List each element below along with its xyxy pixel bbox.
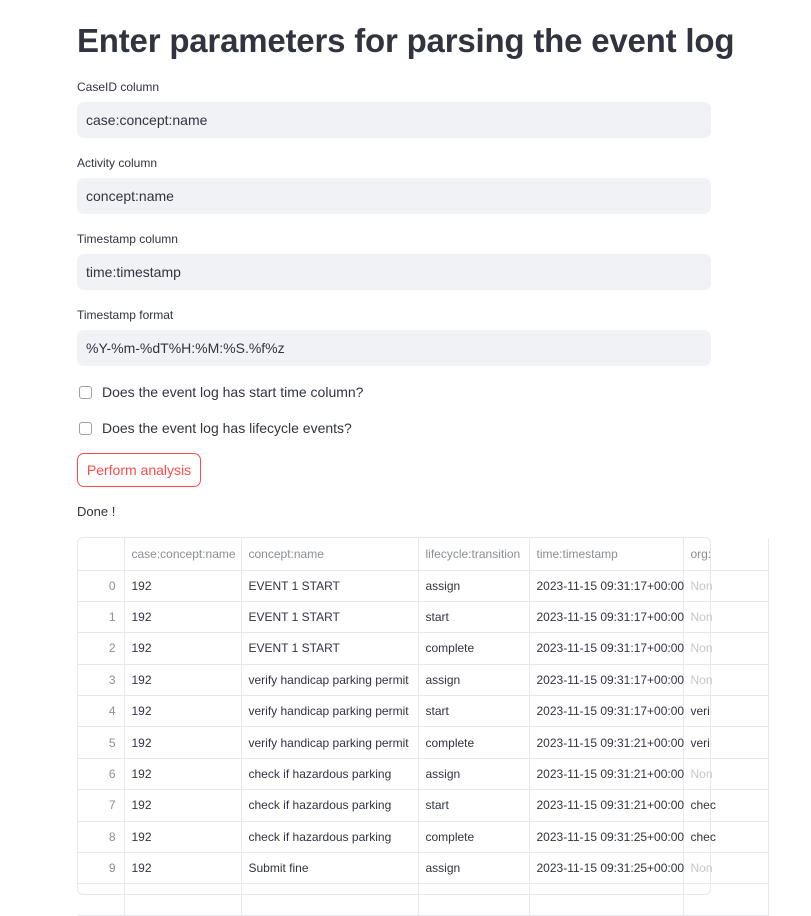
table-cell[interactable]: complete [418, 727, 529, 758]
table-cell[interactable]: 192 [124, 696, 241, 727]
table-cell[interactable]: chec [683, 790, 768, 821]
table-row [78, 727, 768, 758]
table-row [78, 758, 768, 789]
table-cell[interactable] [418, 884, 529, 915]
caseid-column-label: CaseID column [77, 80, 160, 94]
table-cell[interactable]: Non [683, 601, 768, 632]
table-cell[interactable]: assign [418, 570, 529, 601]
table-cell[interactable]: assign [418, 758, 529, 789]
table-cell[interactable]: Non [683, 633, 768, 664]
column-header[interactable]: lifecycle:transition [418, 538, 529, 570]
table-row [78, 664, 768, 695]
table-cell[interactable]: 192 [124, 570, 241, 601]
table-cell[interactable]: 2023-11-15 09:31:21+00:00 [529, 758, 683, 789]
table-row [78, 633, 768, 664]
row-index: 5 [78, 727, 124, 758]
table-cell[interactable]: verify handicap parking permit [241, 664, 418, 695]
table-cell[interactable]: start [418, 601, 529, 632]
table-row [78, 570, 768, 601]
row-index: 3 [78, 664, 124, 695]
table-body [78, 570, 768, 915]
table-row [78, 790, 768, 821]
table-cell[interactable]: check if hazardous parking [241, 821, 418, 852]
column-header[interactable]: org: [683, 538, 768, 570]
table-cell[interactable]: Non [683, 570, 768, 601]
table-cell[interactable]: 192 [124, 821, 241, 852]
lifecycle-checkbox[interactable] [79, 422, 92, 435]
table-row [78, 601, 768, 632]
table-cell[interactable]: complete [418, 821, 529, 852]
table-cell[interactable]: veri [683, 696, 768, 727]
start-time-checkbox[interactable] [79, 386, 92, 399]
row-index: 1 [78, 601, 124, 632]
table-cell[interactable] [124, 884, 241, 915]
table-row [78, 853, 768, 884]
table-cell[interactable]: verify handicap parking permit [241, 727, 418, 758]
lifecycle-checkbox-row[interactable] [79, 420, 352, 436]
row-index: 2 [78, 633, 124, 664]
table-cell[interactable]: Non [683, 664, 768, 695]
table-cell[interactable]: start [418, 790, 529, 821]
table-cell[interactable]: 192 [124, 601, 241, 632]
table-cell[interactable]: veri [683, 727, 768, 758]
table-cell[interactable] [241, 884, 418, 915]
column-header[interactable]: concept:name [241, 538, 418, 570]
table-cell[interactable]: 2023-11-15 09:31:25+00:00 [529, 821, 683, 852]
table-cell[interactable]: check if hazardous parking [241, 758, 418, 789]
table-cell[interactable]: 2023-11-15 09:31:17+00:00 [529, 633, 683, 664]
lifecycle-checkbox-label: Does the event log has lifecycle events? [102, 420, 352, 436]
row-index: 0 [78, 570, 124, 601]
activity-column-label: Activity column [77, 156, 158, 170]
table-cell[interactable] [529, 884, 683, 915]
table-row [78, 884, 768, 915]
table-cell[interactable]: Submit fine [241, 853, 418, 884]
perform-analysis-button[interactable]: Perform analysis [77, 453, 201, 487]
timestamp-format-label: Timestamp format [77, 308, 174, 322]
row-index: 4 [78, 696, 124, 727]
table-cell[interactable]: complete [418, 633, 529, 664]
table-cell[interactable]: 192 [124, 853, 241, 884]
table-cell[interactable]: EVENT 1 START [241, 601, 418, 632]
status-text: Done ! [77, 504, 116, 519]
table-cell[interactable]: 192 [124, 790, 241, 821]
table-cell[interactable]: EVENT 1 START [241, 570, 418, 601]
table-cell[interactable]: 2023-11-15 09:31:25+00:00 [529, 853, 683, 884]
table-header-row [78, 538, 768, 570]
table-cell[interactable]: assign [418, 853, 529, 884]
column-header[interactable]: time:timestamp [529, 538, 683, 570]
table-cell[interactable]: 192 [124, 758, 241, 789]
table-row [78, 696, 768, 727]
table-cell[interactable]: 2023-11-15 09:31:17+00:00 [529, 664, 683, 695]
row-index: 9 [78, 853, 124, 884]
table-cell[interactable]: chec [683, 821, 768, 852]
table-cell[interactable]: 2023-11-15 09:31:17+00:00 [529, 601, 683, 632]
table-cell[interactable]: assign [418, 664, 529, 695]
table-cell[interactable]: check if hazardous parking [241, 790, 418, 821]
table-cell[interactable] [683, 884, 768, 915]
table-cell[interactable]: Non [683, 758, 768, 789]
row-index: 7 [78, 790, 124, 821]
row-index: 6 [78, 758, 124, 789]
table-cell[interactable]: 2023-11-15 09:31:21+00:00 [529, 727, 683, 758]
table-cell[interactable]: 2023-11-15 09:31:17+00:00 [529, 696, 683, 727]
page-title: Enter parameters for parsing the event log [77, 22, 735, 59]
table-cell[interactable]: EVENT 1 START [241, 633, 418, 664]
table-cell[interactable]: 2023-11-15 09:31:21+00:00 [529, 790, 683, 821]
start-time-checkbox-row[interactable] [79, 384, 363, 400]
table-cell[interactable]: start [418, 696, 529, 727]
index-column-header [78, 538, 124, 570]
caseid-column-input[interactable] [77, 102, 711, 138]
activity-column-input[interactable] [77, 178, 711, 214]
table-cell[interactable]: verify handicap parking permit [241, 696, 418, 727]
timestamp-column-label: Timestamp column [77, 232, 178, 246]
timestamp-column-input[interactable] [77, 254, 711, 290]
start-time-checkbox-label: Does the event log has start time column? [102, 384, 364, 400]
table-row [78, 821, 768, 852]
timestamp-format-input[interactable] [77, 330, 711, 366]
table-cell[interactable]: 192 [124, 727, 241, 758]
table-cell[interactable]: Non [683, 853, 768, 884]
row-index [78, 884, 124, 915]
table-cell[interactable]: 192 [124, 664, 241, 695]
row-index: 8 [78, 821, 124, 852]
table-cell[interactable]: 2023-11-15 09:31:17+00:00 [529, 570, 683, 601]
event-log-table[interactable] [77, 537, 716, 895]
table-cell[interactable]: 192 [124, 633, 241, 664]
column-header[interactable]: case:concept:name [124, 538, 241, 570]
